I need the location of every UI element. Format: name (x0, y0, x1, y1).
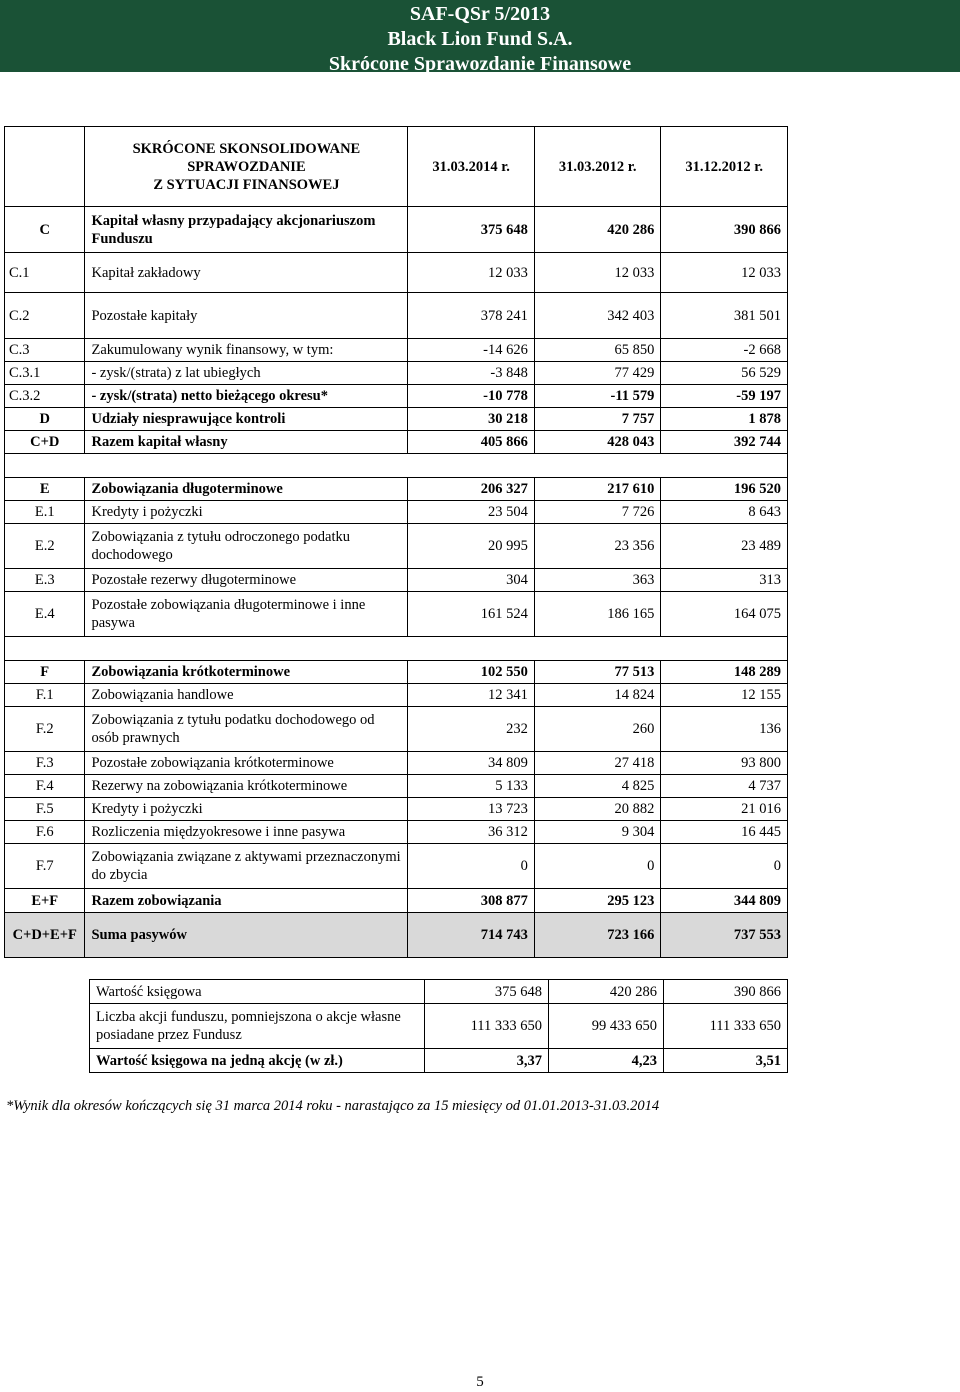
table-row: C.3 Zakumulowany wynik finansowy, w tym: -14 626 65 850 -2 668 (5, 339, 788, 362)
spacer-row (5, 637, 788, 661)
page-number: 5 (476, 1374, 484, 1390)
table-row: F.6 Rozliczenia międzyokresowe i inne pasywa 36 312 9 304 16 445 (5, 821, 788, 844)
spacer-row (5, 454, 788, 478)
table-row: Wartość księgowa 375 648 420 286 390 866 (90, 980, 788, 1004)
table-row: C+D Razem kapitał własny 405 866 428 043 392 744 (5, 431, 788, 454)
company-name: Black Lion Fund S.A. (387, 28, 573, 50)
table-title: SKRÓCONE SKONSOLIDOWANE SPRAWOZDANIE Z SYTUACJI FINANSOWEJ (85, 127, 408, 207)
table-row: F.1 Zobowiązania handlowe 12 341 14 824 12 155 (5, 684, 788, 707)
document-header (0, 0, 960, 75)
table-row: F.4 Rezerwy na zobowiązania krótkoterminowe 5 133 4 825 4 737 (5, 775, 788, 798)
table-row: E.4 Pozostałe zobowiązania długoterminowe i inne pasywa 161 524 186 165 164 075 (5, 592, 788, 637)
table-row: C Kapitał własny przypadający akcjonariuszom Funduszu 375 648 420 286 390 866 (5, 207, 788, 253)
report-name: Skrócone Sprawozdanie Finansowe (328, 53, 632, 75)
table-row: F.3 Pozostałe zobowiązania krótkoterminowe 34 809 27 418 93 800 (5, 752, 788, 775)
column-header-2012-12: 31.12.2012 r. (661, 127, 788, 207)
table-row: C.1 Kapitał zakładowy 12 033 12 033 12 033 (5, 253, 788, 293)
column-header-2012-03: 31.03.2012 r. (534, 127, 661, 207)
table-row: Liczba akcji funduszu, pomniejszona o akcje własne posiadane przez Fundusz 111 333 650 99 433 650 111 333 650 (90, 1004, 788, 1049)
table-row: E+F Razem zobowiązania 308 877 295 123 344 809 (5, 889, 788, 913)
total-row: C+D+E+F Suma pasywów 714 743 723 166 737 553 (5, 913, 788, 958)
table-row: F.5 Kredyty i pożyczki 13 723 20 882 21 016 (5, 798, 788, 821)
table-row: E.1 Kredyty i pożyczki 23 504 7 726 8 643 (5, 501, 788, 524)
table-row: C.3.2 - zysk/(strata) netto bieżącego okresu* -10 778 -11 579 -59 197 (5, 385, 788, 408)
table-row: E.3 Pozostałe rezerwy długoterminowe 304 363 313 (5, 569, 788, 592)
table-header-row (5, 127, 788, 207)
table-row: F.7 Zobowiązania związane z aktywami przeznaczonymi do zbycia 0 0 0 (5, 844, 788, 889)
table-row: E.2 Zobowiązania z tytułu odroczonego podatku dochodowego 20 995 23 356 23 489 (5, 524, 788, 569)
book-value-table (89, 979, 788, 1073)
table-row: F Zobowiązania krótkoterminowe 102 550 77 513 148 289 (5, 661, 788, 684)
footnote: *Wynik dla okresów kończących się 31 marca 2014 roku - narastająco za 15 miesięcy od 01.01.2013-31.03.2014 (6, 1098, 660, 1114)
table-row: Wartość księgowa na jedną akcję (w zł.) 3,37 4,23 3,51 (90, 1049, 788, 1073)
form-code: SAF-QSr 5/2013 (409, 3, 551, 25)
balance-sheet-table (4, 126, 788, 958)
table-row: F.2 Zobowiązania z tytułu podatku dochodowego od osób prawnych 232 260 136 (5, 707, 788, 752)
column-header-2014-03: 31.03.2014 r. (408, 127, 535, 207)
table-row: C.2 Pozostałe kapitały 378 241 342 403 381 501 (5, 293, 788, 339)
table-row: C.3.1 - zysk/(strata) z lat ubiegłych -3 848 77 429 56 529 (5, 362, 788, 385)
table-row: D Udziały niesprawujące kontroli 30 218 7 757 1 878 (5, 408, 788, 431)
table-row: E Zobowiązania długoterminowe 206 327 217 610 196 520 (5, 478, 788, 501)
